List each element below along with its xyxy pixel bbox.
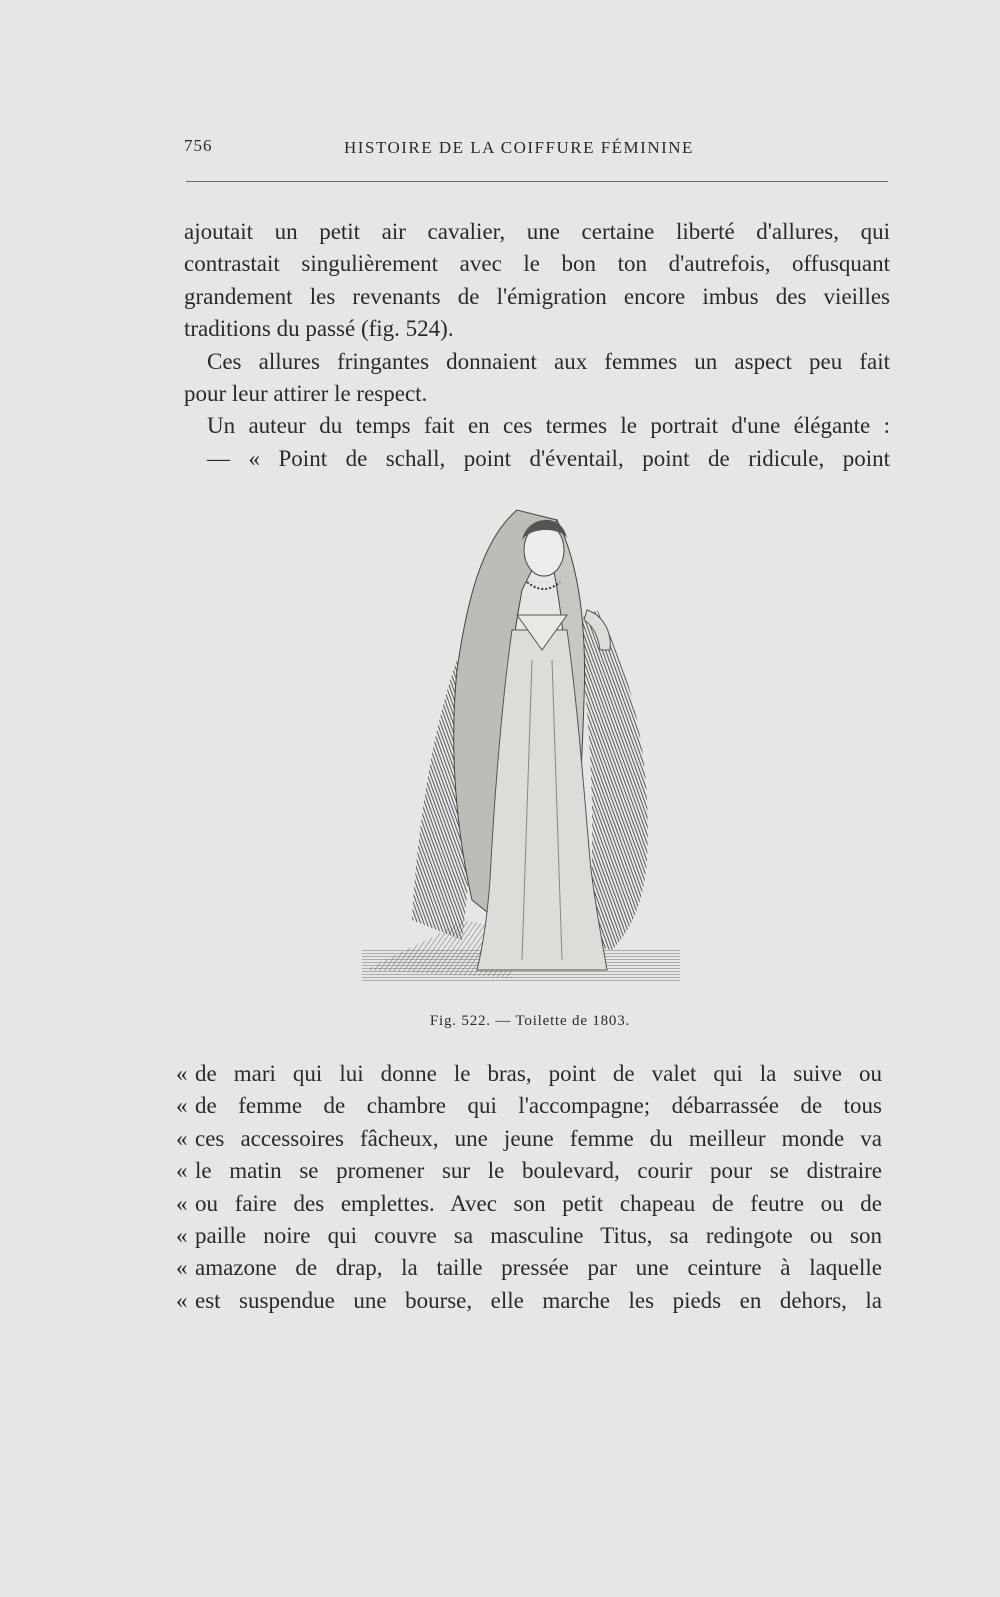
quote-line <box>176 1220 882 1252</box>
quote-line <box>176 1252 882 1284</box>
quote-mark: « <box>176 1093 188 1119</box>
running-head <box>184 134 888 164</box>
quote-line <box>176 1090 882 1122</box>
text-line: Un auteur du temps fait en ces termes le portrait d'une élégante : <box>207 413 890 439</box>
quote-line <box>176 1058 882 1090</box>
body-text-top <box>184 216 890 475</box>
text-line: contrastait singulièrement avec le bon ton d'autrefois, offusquant <box>184 251 890 277</box>
quote-mark: « <box>176 1190 188 1216</box>
text-line: — « Point de schall, point d'éventail, point de ridicule, point <box>207 445 890 471</box>
quote-text: paille noire qui couvre sa masculine Titus, sa redingote ou son <box>195 1222 882 1248</box>
quote-text: est suspendue une bourse, elle marche les pieds en dehors, la <box>195 1287 882 1313</box>
text-line: pour leur attirer le respect. <box>184 380 428 406</box>
quote-line <box>176 1188 882 1220</box>
quote-mark: « <box>176 1287 188 1313</box>
text-line: ajoutait un petit air cavalier, une certaine liberté d'allures, qui <box>184 219 890 244</box>
text-line: Ces allures fringantes donnaient aux femmes un aspect peu fait <box>207 348 890 374</box>
quote-mark: « <box>176 1255 188 1281</box>
quote-mark: « <box>176 1125 188 1151</box>
running-title: HISTOIRE DE LA COIFFURE FÉMININE <box>344 138 694 157</box>
engraving-illustration <box>362 500 692 1000</box>
header-rule <box>186 181 888 182</box>
figure-caption: Fig. 522. — Toilette de 1803. <box>429 1013 631 1029</box>
text-line: traditions du passé (fig. 524). <box>184 316 454 342</box>
quote-text: ces accessoires fâcheux, une jeune femme du meilleur monde va <box>195 1125 882 1151</box>
page-number: 756 <box>184 136 213 155</box>
quote-mark: « <box>176 1222 188 1248</box>
quote-mark: « <box>176 1158 188 1184</box>
quote-text: de femme de chambre qui l'accompagne; débarrassée de tous <box>195 1093 882 1119</box>
quote-text: ou faire des emplettes. Avec son petit chapeau de feutre ou de <box>195 1190 882 1216</box>
figure-engraving <box>362 500 692 1000</box>
quote-line <box>176 1155 882 1187</box>
quote-line <box>176 1123 882 1155</box>
quote-mark: « <box>176 1061 188 1086</box>
quote-text: de mari qui lui donne le bras, point de valet qui la suive ou <box>195 1061 882 1086</box>
body-text-bottom <box>176 1058 882 1317</box>
quote-text: amazone de drap, la taille pressée par une ceinture à laquelle <box>195 1255 882 1281</box>
quote-line <box>176 1285 882 1317</box>
quote-text: le matin se promener sur le boulevard, courir pour se distraire <box>195 1158 882 1184</box>
text-line: grandement les revenants de l'émigration encore imbus des vieilles <box>184 283 890 309</box>
